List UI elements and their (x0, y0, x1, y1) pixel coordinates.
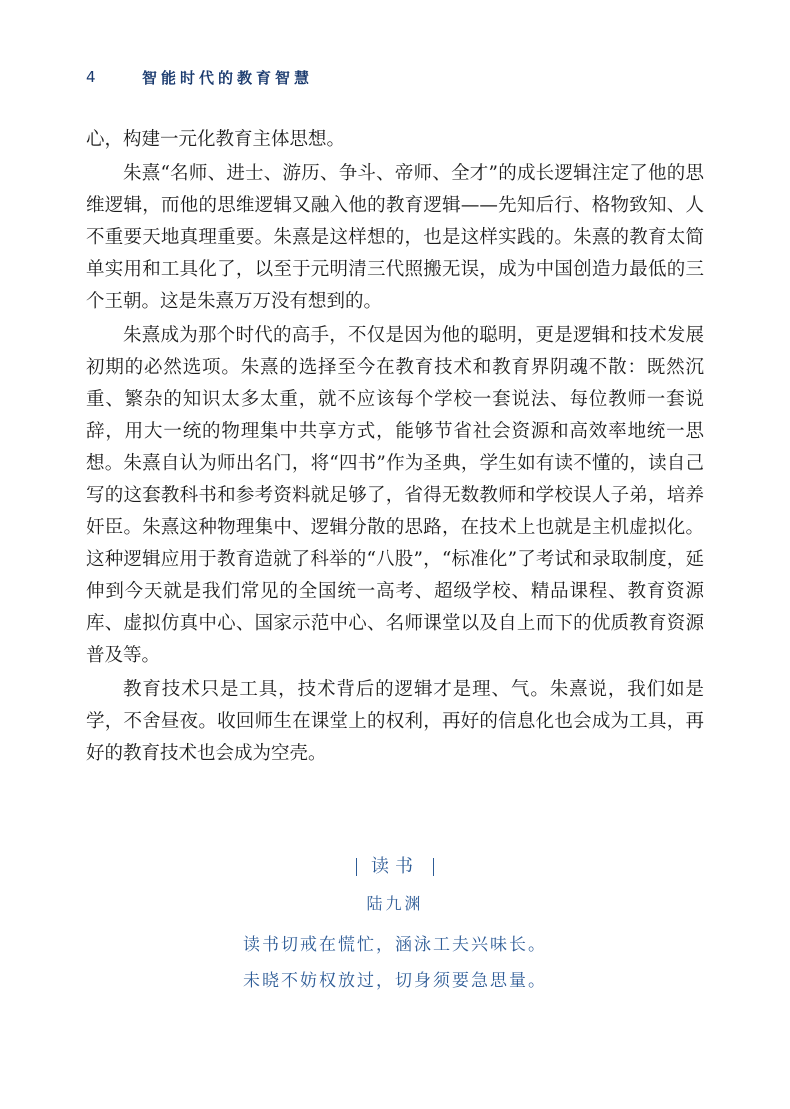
poem-block (86, 852, 704, 999)
left-divider (356, 858, 357, 876)
poem-author: 陆九渊 (366, 894, 424, 913)
paragraph: 朱熹成为那个时代的高手，不仅是因为他的聪明，更是逻辑和技术发展初期的必然选项。朱熹的选择至今在教育技术和教育界阴魂不散：既然沉重、繁杂的知识太多太重，就不应该每个学校一套说法、每位教师一套说辞，用大一统的物理集中共享方式，能够节省社会资源和高效率地统一思想。朱熹自认为师出名门，将“四书”作为圣典，学生如有读不懂的，读自己写的这套教科书和参考资料就足够了，省得无数教师和学校误人子弟，培养奸臣。朱熹这种物理集中、逻辑分散的思路，在技术上也就是主机虚拟化。这种逻辑应用于教育造就了科举的“八股”，“标准化”了考试和录取制度，延伸到今天就是我们常见的全国统一高考、超级学校、精品课程、教育资源库、虚拟仿真中心、国家示范中心、名师课堂以及自上而下的优质教育资源普及等。 (86, 325, 704, 666)
page-number: 4 (86, 68, 96, 86)
paragraph: 心，构建一元化教育主体思想。 (86, 129, 346, 150)
page-header (86, 62, 313, 92)
poem-line: 读书切戒在慌忙，涵泳工夫兴味长。 (243, 935, 547, 955)
paragraph: 教育技术只是工具，技术背后的逻辑才是理、气。朱熹说，我们如是学，不舍昼夜。收回师生在课堂上的权利，再好的信息化也会成为工具，再好的教育技术也会成为空壳。 (86, 679, 704, 764)
poem-title-row (86, 852, 704, 882)
poem-line: 未晓不妨权放过，切身须要急思量。 (243, 971, 547, 991)
paragraph: 朱熹“名师、进士、游历、争斗、帝师、全才”的成长逻辑注定了他的思维逻辑，而他的思维逻辑又融入他的教育逻辑——先知后行、格物致知、人不重要天地真理重要。朱熹是这样想的，也是这样实践的。朱熹的教育太简单实用和工具化了，以至于元明清三代照搬无误，成为中国创造力最低的三个王朝。这是朱熹万万没有想到的。 (86, 163, 704, 312)
body-text (86, 124, 704, 772)
poem-title: 读书 (371, 856, 419, 877)
running-title: 智能时代的教育智慧 (142, 68, 314, 87)
right-divider (433, 858, 434, 876)
